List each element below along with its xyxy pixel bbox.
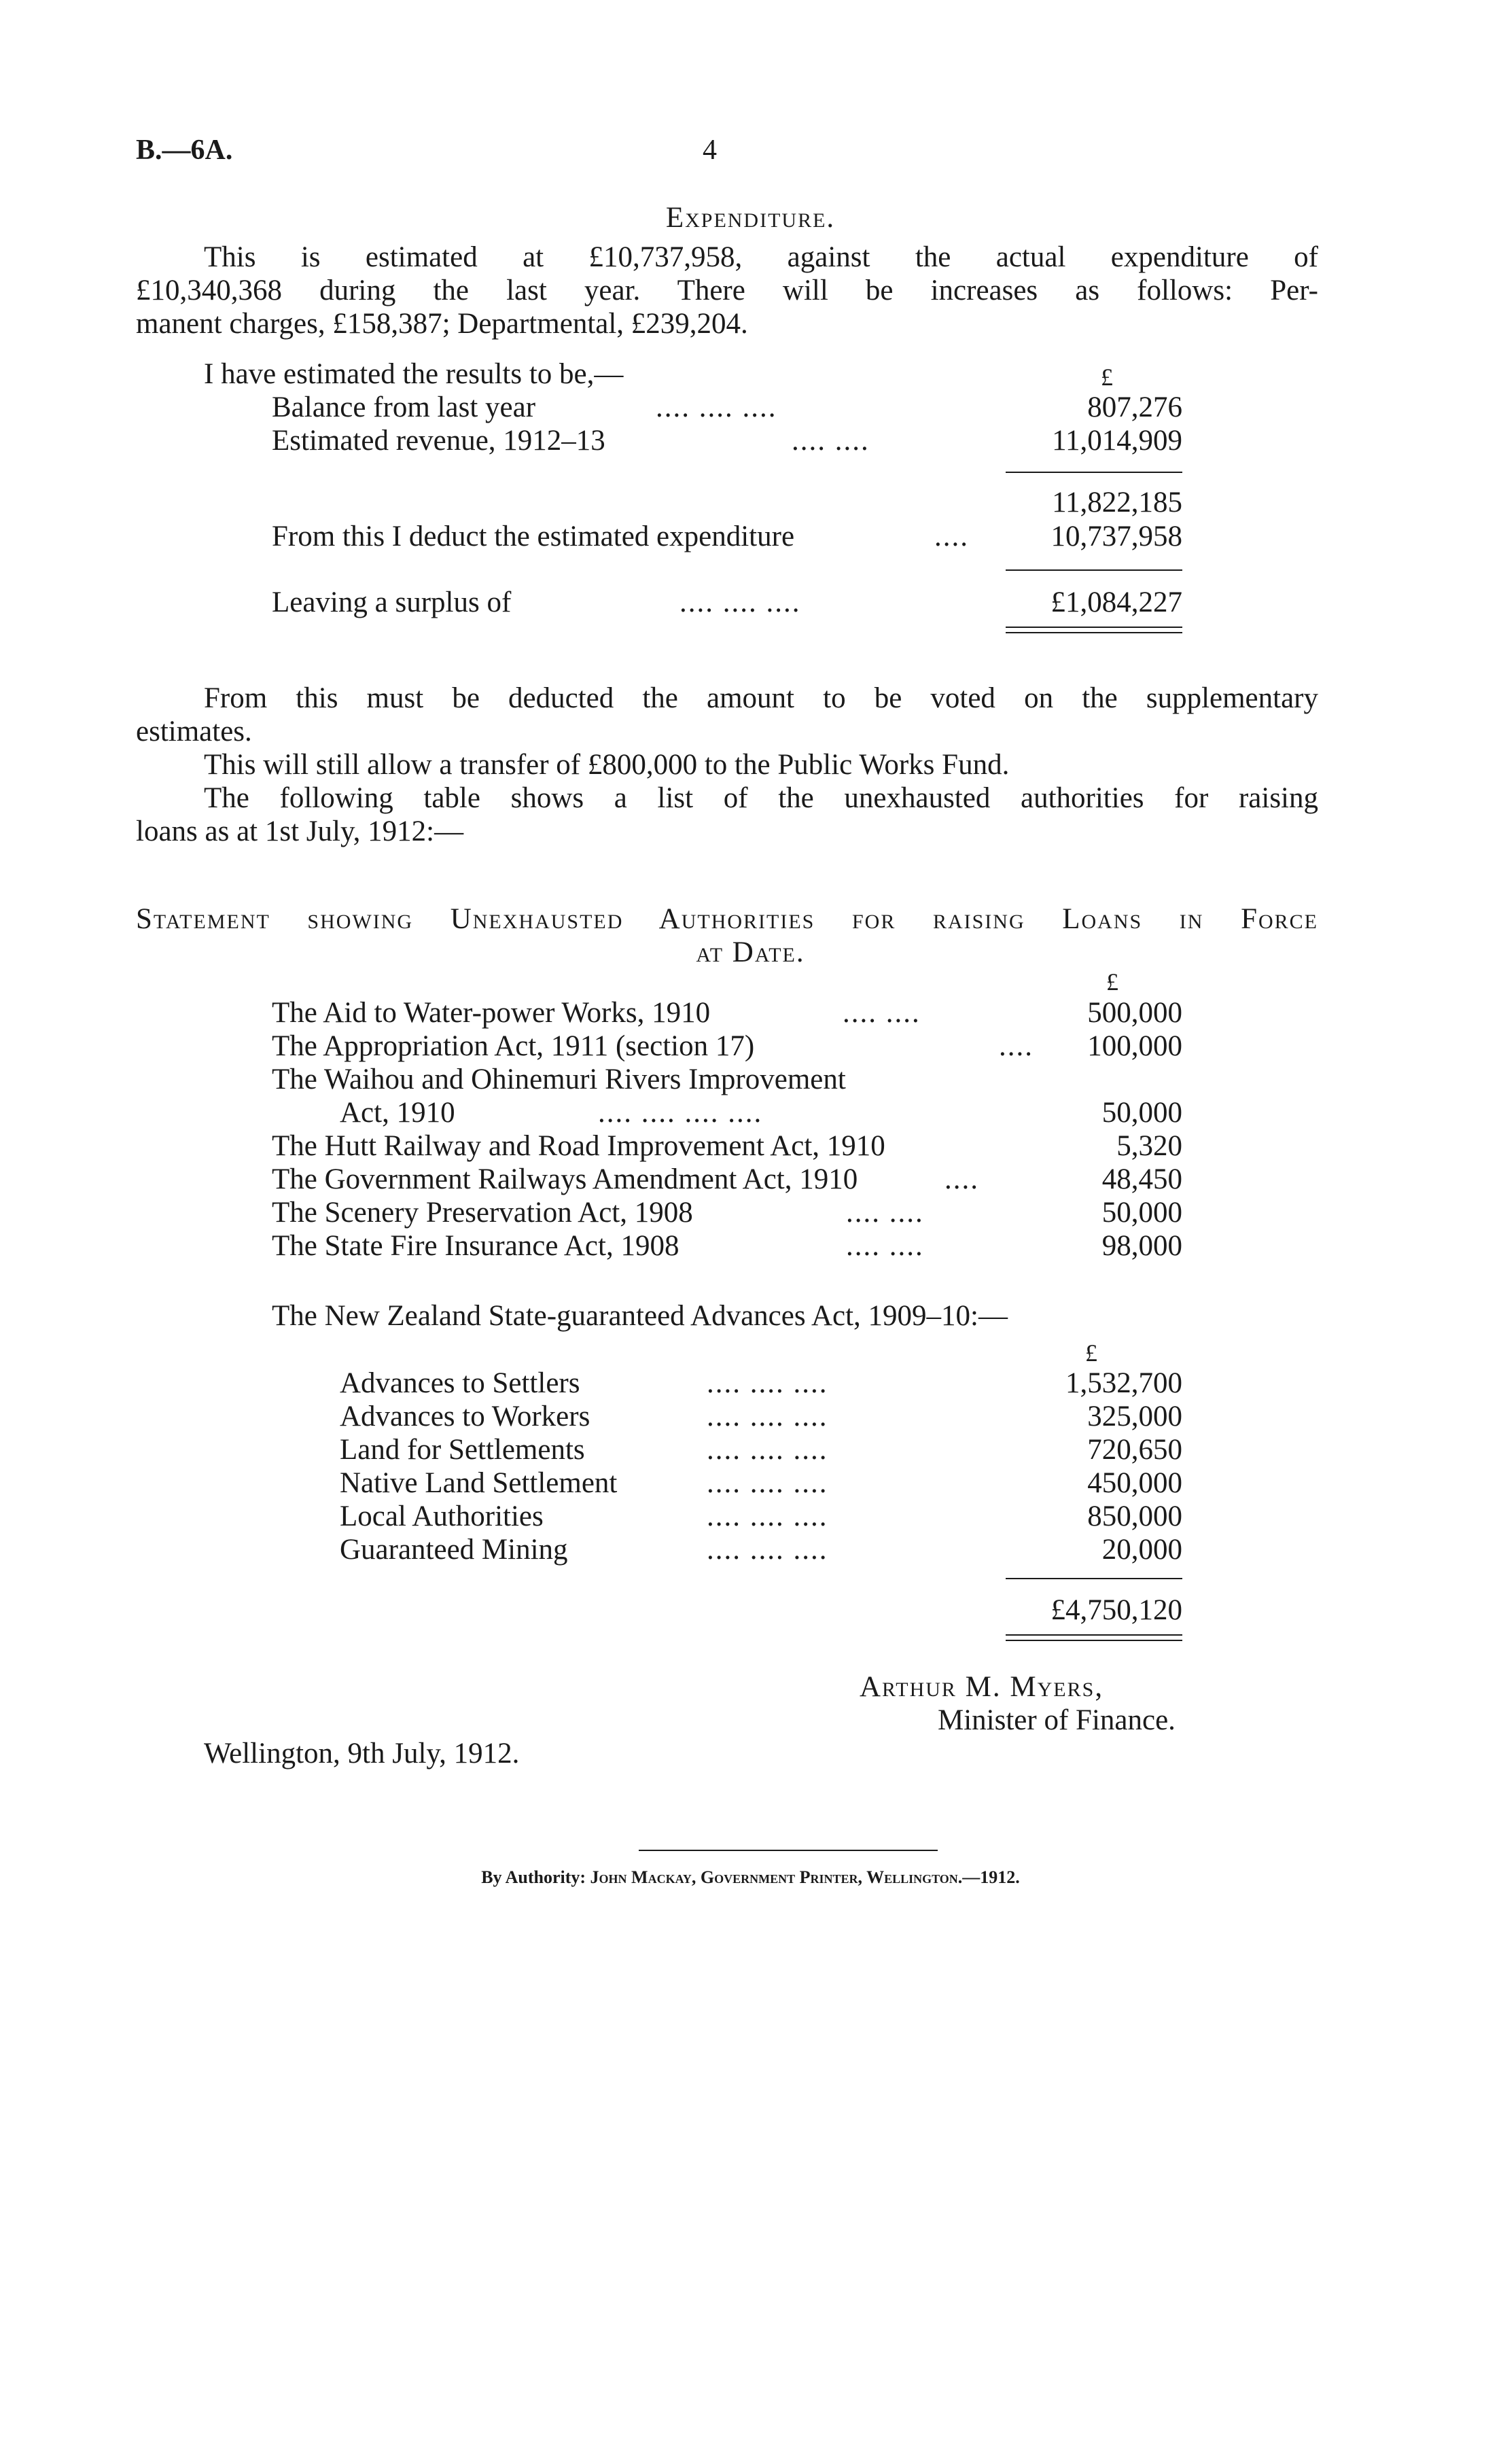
deduct-dots: .... — [934, 521, 969, 552]
statement-row-label: The Waihou and Ohinemuri Rivers Improvement — [272, 1063, 846, 1095]
loans-paragraph-line: loans as at 1st July, 1912:— — [136, 815, 464, 847]
advances-row-label: Guaranteed Mining — [340, 1534, 568, 1566]
statement-row-value: 50,000 — [1101, 1097, 1182, 1129]
statement-row-label: Act, 1910 — [340, 1097, 455, 1129]
statement-row-value: 500,000 — [1087, 997, 1182, 1029]
results-row-label: Estimated revenue, 1912–13 — [272, 425, 605, 457]
results-row-value: 807,276 — [1087, 391, 1182, 423]
advances-row-label: Advances to Settlers — [340, 1367, 580, 1399]
signature-title: Minister of Finance. — [938, 1704, 1176, 1736]
statement-row-value: 50,000 — [1101, 1197, 1182, 1229]
statement-currency: £ — [1106, 968, 1118, 996]
results-row-label: Balance from last year — [272, 391, 536, 423]
footer-imprint — [0, 1861, 1501, 1895]
statement-row-dots: .... — [999, 1030, 1034, 1062]
statement-title-line: Statement showing Unexhausted Authorities for raising Loans in Force — [136, 903, 1318, 935]
advances-row-dots: .... .... .... — [707, 1467, 828, 1499]
dateline: Wellington, 9th July, 1912. — [204, 1738, 520, 1770]
results-row-dots: .... .... — [792, 425, 870, 457]
advances-row-dots: .... .... .... — [707, 1500, 828, 1532]
statement-row-label: The Appropriation Act, 1911 (section 17) — [272, 1030, 755, 1062]
advances-row-dots: .... .... .... — [707, 1401, 828, 1432]
supplementary-paragraph-line: From this must be deducted the amount to be voted on the supplementary — [204, 682, 1318, 714]
results-intro: I have estimated the results to be,— — [204, 358, 624, 390]
advances-total: £4,750,120 — [1050, 1594, 1182, 1626]
statement-row-label: The Hutt Railway and Road Improvement Act, 1910 — [272, 1130, 885, 1162]
total-rule — [1006, 1578, 1182, 1579]
statement-row-dots: .... — [944, 1163, 979, 1195]
expenditure-paragraph-line: £10,340,368 during the last year. There will be increases as follows: Per- — [136, 275, 1318, 306]
advances-row-label: Native Land Settlement — [340, 1467, 618, 1499]
page-number: 4 — [703, 135, 717, 166]
results-row-dots: .... .... .... — [656, 391, 777, 423]
section-heading-expenditure: Expenditure. — [665, 202, 836, 234]
advances-row-label: Local Authorities — [340, 1500, 544, 1532]
advances-row-dots: .... .... .... — [707, 1434, 828, 1466]
footer-rule — [639, 1850, 938, 1851]
results-row-value: 11,014,909 — [1052, 425, 1182, 457]
statement-row-label: The Scenery Preservation Act, 1908 — [272, 1197, 693, 1229]
advances-row-value: 325,000 — [1087, 1401, 1182, 1432]
statement-row-dots: .... .... — [846, 1230, 924, 1262]
surplus-label: Leaving a surplus of — [272, 586, 512, 618]
subtotal-rule — [1006, 472, 1182, 473]
advances-currency: £ — [1085, 1339, 1097, 1367]
advances-row-label: Land for Settlements — [340, 1434, 585, 1466]
surplus-rule — [1006, 569, 1182, 571]
deduct-value: 10,737,958 — [1050, 521, 1182, 552]
surplus-value: £1,084,227 — [1050, 586, 1182, 618]
footer-authority: By Authority: — [481, 1867, 586, 1887]
public-works-paragraph: This will still allow a transfer of £800,000 to the Public Works Fund. — [204, 749, 1010, 781]
statement-row-label: The Aid to Water-power Works, 1910 — [272, 997, 711, 1029]
supplementary-paragraph-line: estimates. — [136, 716, 252, 747]
statement-row-dots: .... .... .... .... — [598, 1097, 763, 1129]
statement-row-label: The State Fire Insurance Act, 1908 — [272, 1230, 679, 1262]
statement-row-value: 5,320 — [1116, 1130, 1182, 1162]
advances-heading: The New Zealand State-guaranteed Advances Act, 1909–10:— — [272, 1300, 1008, 1332]
statement-row-label: The Government Railways Amendment Act, 1910 — [272, 1163, 858, 1195]
expenditure-paragraph-line: This is estimated at £10,737,958, against the actual expenditure of — [204, 241, 1318, 273]
results-currency: £ — [1101, 364, 1113, 391]
expenditure-paragraph-line: manent charges, £158,387; Departmental, £239,204. — [136, 308, 748, 340]
footer-printer: John Mackay, Government Printer, Wellington.—1912. — [590, 1867, 1020, 1887]
surplus-double-rule — [1006, 632, 1182, 633]
statement-row-value: 48,450 — [1101, 1163, 1182, 1195]
statement-row-value: 98,000 — [1101, 1230, 1182, 1262]
document-reference: B.—6A. — [136, 135, 233, 166]
advances-row-value: 720,650 — [1087, 1434, 1182, 1466]
advances-row-value: 850,000 — [1087, 1500, 1182, 1532]
total-double-rule — [1006, 1634, 1182, 1636]
advances-row-dots: .... .... .... — [707, 1534, 828, 1566]
advances-row-value: 450,000 — [1087, 1467, 1182, 1499]
loans-paragraph-line: The following table shows a list of the unexhausted authorities for raising — [204, 782, 1318, 814]
surplus-double-rule — [1006, 627, 1182, 628]
statement-row-dots: .... .... — [846, 1197, 924, 1229]
advances-row-label: Advances to Workers — [340, 1401, 590, 1432]
advances-row-dots: .... .... .... — [707, 1367, 828, 1399]
deduct-label: From this I deduct the estimated expenditure — [272, 521, 795, 552]
statement-title-line: at Date. — [696, 936, 805, 968]
statement-row-value: 100,000 — [1087, 1030, 1182, 1062]
advances-row-value: 20,000 — [1101, 1534, 1182, 1566]
signature-name: Arthur M. Myers, — [860, 1671, 1104, 1703]
statement-row-dots: .... .... — [843, 997, 921, 1029]
surplus-dots: .... .... .... — [679, 586, 801, 618]
results-subtotal: 11,822,185 — [1052, 487, 1182, 518]
total-double-rule — [1006, 1640, 1182, 1641]
advances-row-value: 1,532,700 — [1065, 1367, 1182, 1399]
